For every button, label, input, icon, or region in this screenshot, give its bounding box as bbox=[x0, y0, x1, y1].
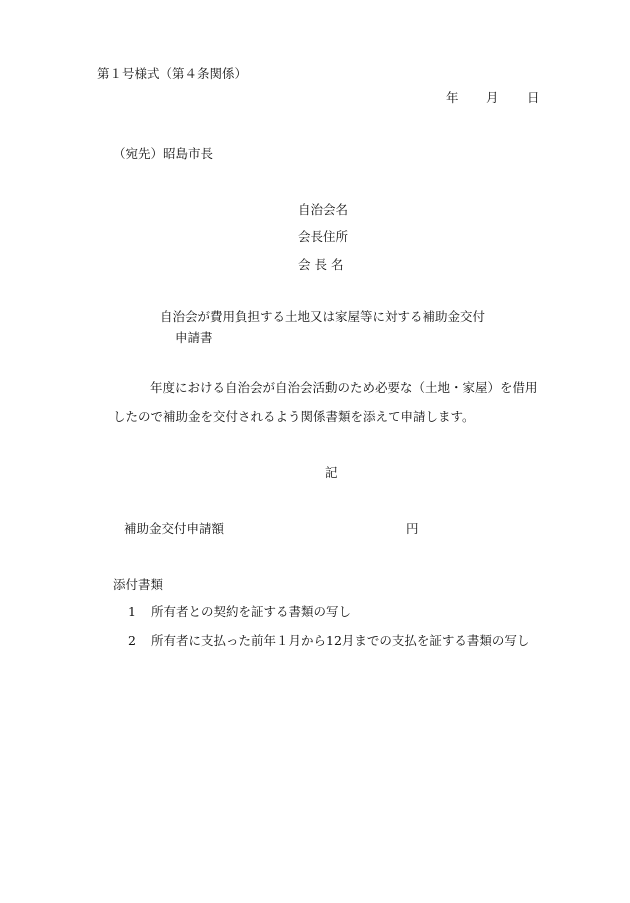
body-text-line2: したので補助金を交付されるよう関係書類を添えて申請します。 bbox=[113, 409, 475, 424]
amount-unit: 円 bbox=[406, 521, 419, 536]
attachments-heading: 添付書類 bbox=[113, 577, 164, 592]
body-text-line1: 年度における自治会が自治会活動のため必要な（土地・家屋）を借用 bbox=[150, 380, 538, 395]
document-title-line1: 自治会が費用負担する土地又は家屋等に対する補助金交付 bbox=[160, 309, 486, 324]
attachment-item-text: 所有者との契約を証する書類の写し bbox=[151, 604, 352, 619]
chair-name-label: 会 長 名 bbox=[298, 257, 344, 272]
amount-label: 補助金交付申請額 bbox=[124, 521, 225, 536]
association-name-label: 自治会名 bbox=[298, 202, 349, 217]
date-month-label: 月 bbox=[486, 90, 499, 105]
document-title-line2: 申請書 bbox=[175, 330, 213, 345]
chair-address-label: 会長住所 bbox=[298, 229, 349, 244]
addressee: （宛先）昭島市長 bbox=[113, 146, 214, 161]
form-number: 第１号様式（第４条関係） bbox=[97, 66, 248, 81]
attachment-item-number: 2 bbox=[128, 633, 136, 648]
ki-heading: 記 bbox=[325, 465, 338, 480]
date-year-label: 年 bbox=[446, 90, 459, 105]
date-day-label: 日 bbox=[527, 90, 540, 105]
attachment-item-number: 1 bbox=[128, 604, 136, 619]
attachment-item-text: 所有者に支払った前年１月から12月までの支払を証する書類の写し bbox=[151, 633, 530, 648]
